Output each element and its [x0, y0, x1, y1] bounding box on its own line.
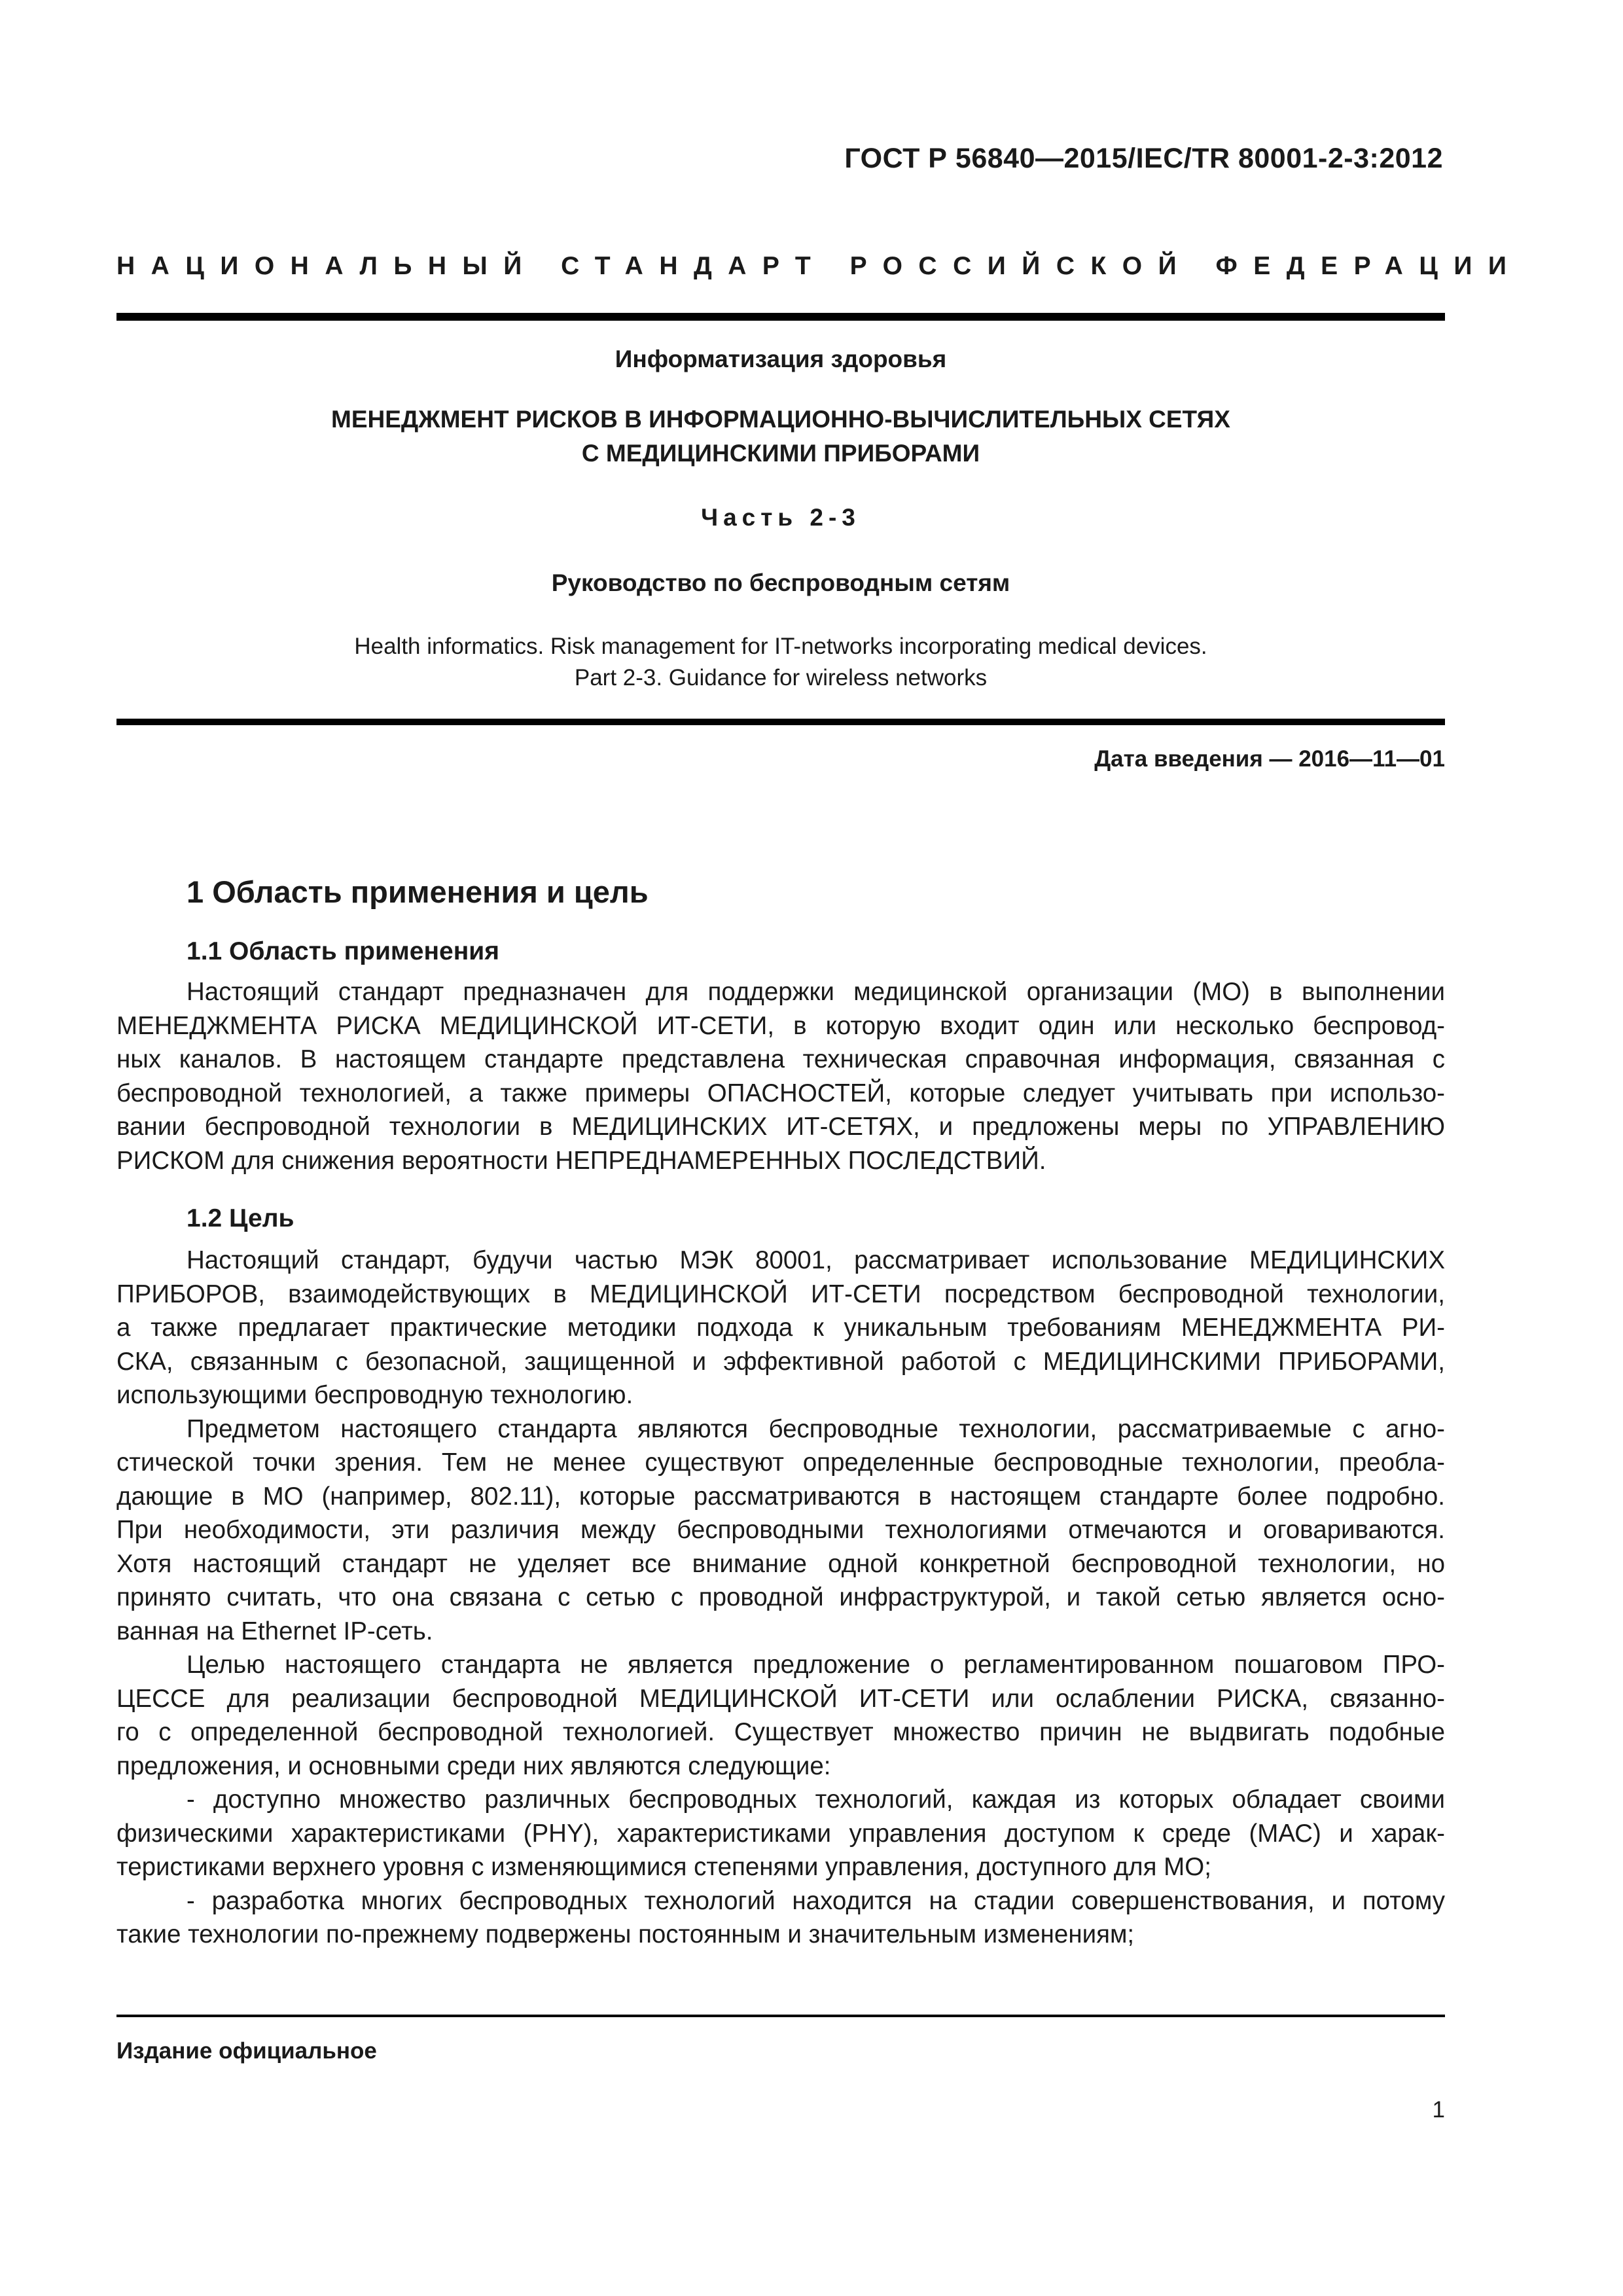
section-1-heading: 1 Область применения и цель — [187, 874, 649, 909]
part-subtitle: Руководство по беспроводным сетям — [551, 569, 1010, 596]
text-line: дающие в МО (например, 802.11), которые рассматриваются в настоящем стандарте более подробно. — [116, 1482, 1445, 1511]
english-title-line-2: Part 2-3. Guidance for wireless networks — [574, 665, 988, 691]
text-line: а также предлагает практические методики подхода к уникальным требованиям МЕНЕДЖМЕНТА РИ- — [116, 1314, 1445, 1342]
english-title-line-1: Health informatics. Risk management for IT-networks incorporating medical devices. — [354, 634, 1207, 659]
document-code: ГОСТ Р 56840—2015/IEC/TR 80001-2-3:2012 — [844, 143, 1443, 174]
text-line: использующими беспроводную технологию. — [116, 1381, 633, 1409]
footer-rule — [116, 2015, 1445, 2017]
text-line: Настоящий стандарт предназначен для поддержки медицинской организации (МО) в выполнении — [187, 978, 1445, 1006]
text-line: Настоящий стандарт, будучи частью МЭК 80001, рассматривает использование МЕДИЦИНСКИХ — [187, 1246, 1445, 1274]
text-line: теристиками верхнего уровня с изменяющимися степенями управления, доступного для МО; — [116, 1853, 1211, 1881]
national-standard-heading: НАЦИОНАЛЬНЫЙ СТАНДАРТ РОССИЙСКОЙ ФЕДЕРАЦИИ — [116, 252, 1523, 280]
text-line: Хотя настоящий стандарт не уделяет все внимание одной конкретной беспроводной технологии, но — [116, 1549, 1445, 1578]
section-1-1-heading: 1.1 Область применения — [187, 937, 499, 965]
list-item: - доступно множество различных беспроводных технологий, каждая из которых обладает своими — [187, 1785, 1445, 1814]
text-line: беспроводной технологией, а также примеры ОПАСНОСТЕЙ, которые следует учитывать при использо- — [116, 1079, 1445, 1107]
section-1-2-body — [116, 1244, 1445, 1952]
text-line: МЕНЕДЖМЕНТА РИСКА МЕДИЦИНСКОЙ ИТ-СЕТИ, в которую входит один или несколько беспровод- — [116, 1011, 1445, 1040]
text-line: СКА, связанным с безопасной, защищенной и эффективной работой с МЕДИЦИНСКИМИ ПРИБОРАМИ, — [116, 1347, 1445, 1376]
text-line: вании беспроводной технологии в МЕДИЦИНСКИХ ИТ-СЕТЯХ, и предложены меры по УПРАВЛЕНИЮ — [116, 1113, 1445, 1141]
top-rule — [116, 313, 1445, 321]
title-bottom-rule — [116, 719, 1445, 725]
part-number: Часть 2-3 — [701, 504, 861, 531]
text-line: принято считать, что она связана с сетью с проводной инфраструктурой, и такой сетью является осно- — [116, 1583, 1445, 1611]
introduction-date: Дата введения — 2016—11—01 — [1094, 746, 1445, 772]
page-number: 1 — [1432, 2097, 1445, 2123]
section-1-1-body — [116, 975, 1445, 1177]
list-item: - разработка многих беспроводных технологий находится на стадии совершенствования, и потому — [187, 1886, 1445, 1915]
text-line: РИСКОМ для снижения вероятности НЕПРЕДНАМЕРЕННЫХ ПОСЛЕДСТВИЙ. — [116, 1146, 1046, 1175]
edition-label: Издание официальное — [116, 2038, 377, 2064]
subject-title: Информатизация здоровья — [615, 346, 947, 372]
text-line: стической точки зрения. Тем не менее существуют определенные беспроводные технологии, преобла- — [116, 1448, 1445, 1477]
text-line: ванная на Ethernet IP-сеть. — [116, 1617, 433, 1645]
standard-title-line-1: МЕНЕДЖМЕНТ РИСКОВ В ИНФОРМАЦИОННО-ВЫЧИСЛИТЕЛЬНЫХ СЕТЯХ — [331, 406, 1230, 433]
text-line: предложения, и основными среди них являются следующие: — [116, 1751, 831, 1780]
standard-title-line-2: С МЕДИЦИНСКИМИ ПРИБОРАМИ — [581, 440, 980, 467]
text-line: ПРИБОРОВ, взаимодействующих в МЕДИЦИНСКОЙ ИТ-СЕТИ посредством беспроводной технологии, — [116, 1280, 1445, 1308]
text-line: го с определенной беспроводной технологией. Существует множество причин не выдвигать подобные — [116, 1718, 1445, 1746]
text-line: При необходимости, эти различия между беспроводными технологиями отмечаются и оговариваются. — [116, 1516, 1445, 1544]
text-line: физическими характеристиками (PHY), характеристиками управления доступом к среде (МАС) и харак- — [116, 1819, 1445, 1848]
section-1-2-heading: 1.2 Цель — [187, 1204, 294, 1232]
text-line: ЦЕССЕ для реализации беспроводной МЕДИЦИНСКОЙ ИТ-СЕТИ или ослаблении РИСКА, связанно- — [116, 1684, 1445, 1713]
text-line: Предметом настоящего стандарта являются беспроводные технологии, рассматриваемые с агно- — [187, 1414, 1445, 1443]
text-line: ных каналов. В настоящем стандарте представлена техническая справочная информация, связанная с — [116, 1045, 1445, 1073]
text-line: Целью настоящего стандарта не является предложение о регламентированном пошаговом ПРО- — [187, 1651, 1445, 1679]
text-line: такие технологии по-прежнему подвержены постоянным и значительным изменениям; — [116, 1920, 1135, 1948]
